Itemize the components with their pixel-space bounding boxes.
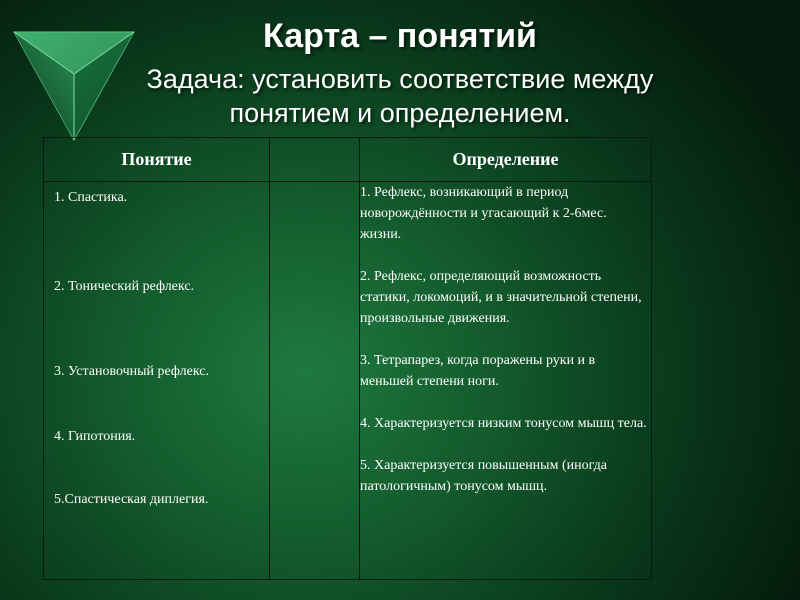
definition-item-3: 3. Тетрапарез, когда поражены руки и в меньшей степени ноги. xyxy=(360,353,596,389)
matching-cell[interactable] xyxy=(270,182,360,580)
slide-subtitle xyxy=(100,62,700,130)
concept-item-5: 5.Спастическая диплегия. xyxy=(54,492,209,507)
definition-item-2: 2. Рефлекс, определяющий возможность статики, локомоций, и в значительной степени, произвольные движения. xyxy=(360,269,642,326)
subtitle-line-2: понятием и определением. xyxy=(229,98,571,128)
definition-item-1: 1. Рефлекс, возникающий в период новорождённости и угасающий к 2-6мес. жизни. xyxy=(360,185,607,242)
header-concept: Понятие xyxy=(44,138,270,182)
concept-item-2: 2. Тонический рефлекс. xyxy=(54,279,195,294)
definition-item-5: 5. Характеризуется повышенным (иногда патологичным) тонусом мышц. xyxy=(360,458,607,494)
concept-item-4: 4. Гипотония. xyxy=(54,429,136,444)
header-empty xyxy=(270,138,360,182)
subtitle-line-1: Задача: установить соответствие между xyxy=(146,64,654,94)
definition-item-4: 4. Характеризуется низким тонусом мышц тела. xyxy=(360,416,647,431)
table-row xyxy=(44,182,652,580)
definitions-cell xyxy=(360,182,652,580)
concept-item-1: 1. Спастика. xyxy=(54,190,128,205)
table-header-row xyxy=(44,138,652,182)
concepts-cell xyxy=(44,182,270,580)
concept-item-3: 3. Установочный рефлекс. xyxy=(54,364,209,379)
header-definition: Определение xyxy=(360,138,652,182)
concept-definition-table xyxy=(43,137,652,580)
slide-title: Карта – понятий xyxy=(263,17,537,55)
